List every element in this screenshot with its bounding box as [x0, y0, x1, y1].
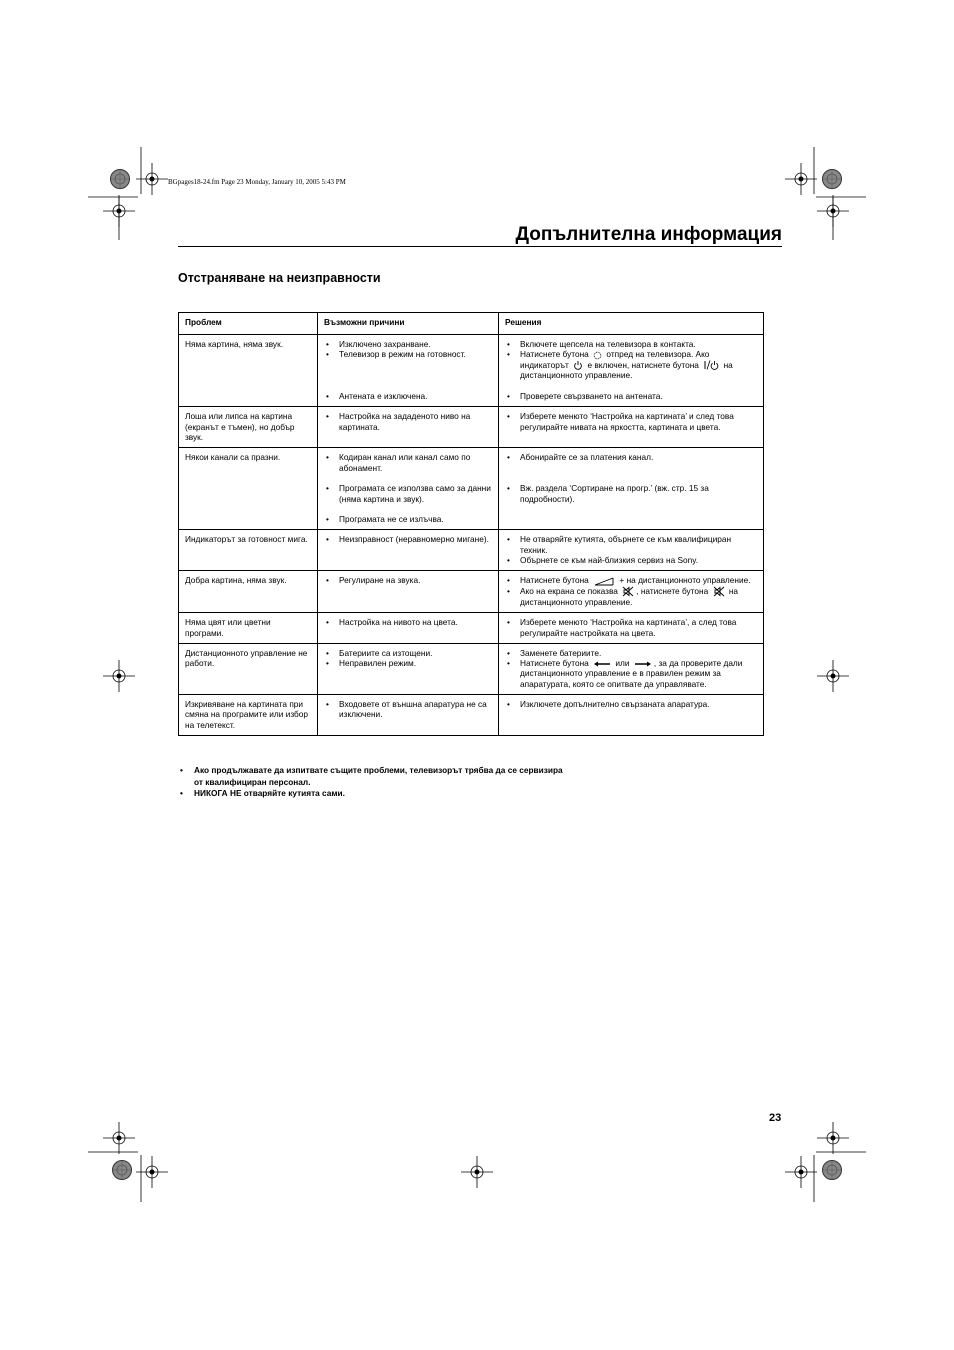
- right-arrow-icon: [634, 660, 652, 667]
- troubleshooting-table: [178, 312, 764, 736]
- solution-item: • Включете щепсела на телевизора в контакта.: [505, 339, 757, 349]
- mute-icon: [622, 586, 634, 597]
- causes-cell: [318, 407, 499, 448]
- solutions-cell: [499, 407, 764, 448]
- table-row: [179, 613, 764, 644]
- cause-item: • Батериите са изтощени.: [324, 648, 492, 658]
- solutions-cell: [499, 448, 764, 530]
- causes-cell: [318, 695, 499, 736]
- table-row: [179, 335, 764, 407]
- solution-item: • Изберете менюто ‘Настройка на картината’ и след това регулирайте нивата на яркостта, картината и цвета.: [505, 411, 757, 432]
- cause-item: • Настройка на нивото на цвета.: [324, 617, 492, 627]
- solutions-cell: [499, 571, 764, 613]
- causes-cell: [318, 643, 499, 694]
- solution-item: • Ако на екрана се показва , натиснете бутона на дистанционното управление.: [505, 586, 757, 608]
- volume-icon: [593, 577, 615, 586]
- table-row: [179, 571, 764, 613]
- problem-cell: Някои канали са празни.: [179, 448, 318, 530]
- column-header-causes: Възможни причини: [318, 313, 499, 335]
- solution-item: • Абонирайте се за платения канал.: [505, 452, 757, 462]
- cause-item: • Регулиране на звука.: [324, 575, 492, 585]
- cause-item: • Изключено захранване.: [324, 339, 492, 349]
- mute-icon: [713, 586, 725, 597]
- page-title: Допълнителна информация: [515, 224, 782, 245]
- left-arrow-icon: [593, 660, 611, 667]
- problem-cell: Лоша или липса на картина (екранът е тъмен), но добър звук.: [179, 407, 318, 448]
- problem-cell: Няма картина, няма звук.: [179, 335, 318, 407]
- table-header-row: [179, 313, 764, 335]
- causes-cell: [318, 571, 499, 613]
- standby-indicator-icon: [573, 360, 583, 370]
- solution-item: • Изключете допълнително свързаната апаратура.: [505, 699, 757, 709]
- solutions-cell: [499, 530, 764, 571]
- solution-item: • Натиснете бутона отпред на телевизора. Ако индикаторът е включен, натиснете бутона на дистанционното управление.: [505, 349, 757, 380]
- cause-item: • Антената е изключена.: [324, 391, 492, 401]
- solution-item: • Натиснете бутона + на дистанционното управление.: [505, 575, 757, 585]
- cause-item: • Настройка на зададеното ниво на картината.: [324, 411, 492, 432]
- solution-item: • Не отваряйте кутията, обърнете се към квалифициран техник.: [505, 534, 757, 555]
- problem-cell: Добра картина, няма звук.: [179, 571, 318, 613]
- solution-item: • Обърнете се към най-близкия сервиз на Sony.: [505, 555, 757, 565]
- solution-item: • Заменете батериите.: [505, 648, 757, 658]
- solutions-cell: [499, 613, 764, 644]
- problem-cell: Индикаторът за готовност мига.: [179, 530, 318, 571]
- cause-item: • Програмата се използва само за данни (няма картина и звук).: [324, 483, 492, 504]
- causes-cell: [318, 613, 499, 644]
- page-number: 23: [769, 1112, 782, 1124]
- solutions-cell: [499, 643, 764, 694]
- solution-item: • Натиснете бутона или , за да проверите дали дистанционното управление е в правилен режим за апаратурата, която се опитвате да управлявате.: [505, 658, 757, 689]
- causes-cell: [318, 530, 499, 571]
- cause-item: • Входовете от външна апаратура не са изключени.: [324, 699, 492, 720]
- problem-cell: Дистанционното управление не работи.: [179, 643, 318, 694]
- table-row: [179, 643, 764, 694]
- solution-item: • Проверете свързването на антената.: [505, 391, 757, 401]
- column-header-problem: Проблем: [179, 313, 318, 335]
- note-item: • НИКОГА НЕ отваряйте кутията сами.: [178, 788, 568, 800]
- table-row: [179, 530, 764, 571]
- solution-item: • Вж. раздела ‘Сортиране на прогр.’ (вж. стр. 15 за подробности).: [505, 483, 757, 504]
- table-row: [179, 695, 764, 736]
- problem-cell: Няма цвят или цветни програми.: [179, 613, 318, 644]
- notes-list: [178, 765, 568, 800]
- table-row: [179, 407, 764, 448]
- table-row: [179, 448, 764, 530]
- standby-button-icon: [703, 360, 719, 370]
- file-info-line: BGpages18-24.fm Page 23 Monday, January 10, 2005 5:43 PM: [168, 178, 346, 186]
- problem-cell: Изкривяване на картината при смяна на програмите или избор на телетекст.: [179, 695, 318, 736]
- cause-item: • Неизправност (неравномерно мигане).: [324, 534, 492, 544]
- cause-item: • Програмата не се излъчва.: [324, 514, 492, 524]
- power-button-icon: [593, 351, 602, 360]
- solutions-cell: [499, 335, 764, 407]
- column-header-solutions: Решения: [499, 313, 764, 335]
- cause-item: • Неправилен режим.: [324, 658, 492, 668]
- section-title: Отстраняване на неизправности: [178, 271, 381, 285]
- solution-item: • Изберете менюто ‘Настройка на картината’, а след това регулирайте настройката на цвета.: [505, 617, 757, 638]
- header-rule: [178, 246, 782, 247]
- causes-cell: [318, 335, 499, 407]
- causes-cell: [318, 448, 499, 530]
- solutions-cell: [499, 695, 764, 736]
- note-item: • Ако продължавате да изпитвате същите проблеми, телевизорът трябва да се сервизира от квалифициран персонал.: [178, 765, 568, 788]
- cause-item: • Кодиран канал или канал само по абонамент.: [324, 452, 492, 473]
- cause-item: • Телевизор в режим на готовност.: [324, 349, 492, 359]
